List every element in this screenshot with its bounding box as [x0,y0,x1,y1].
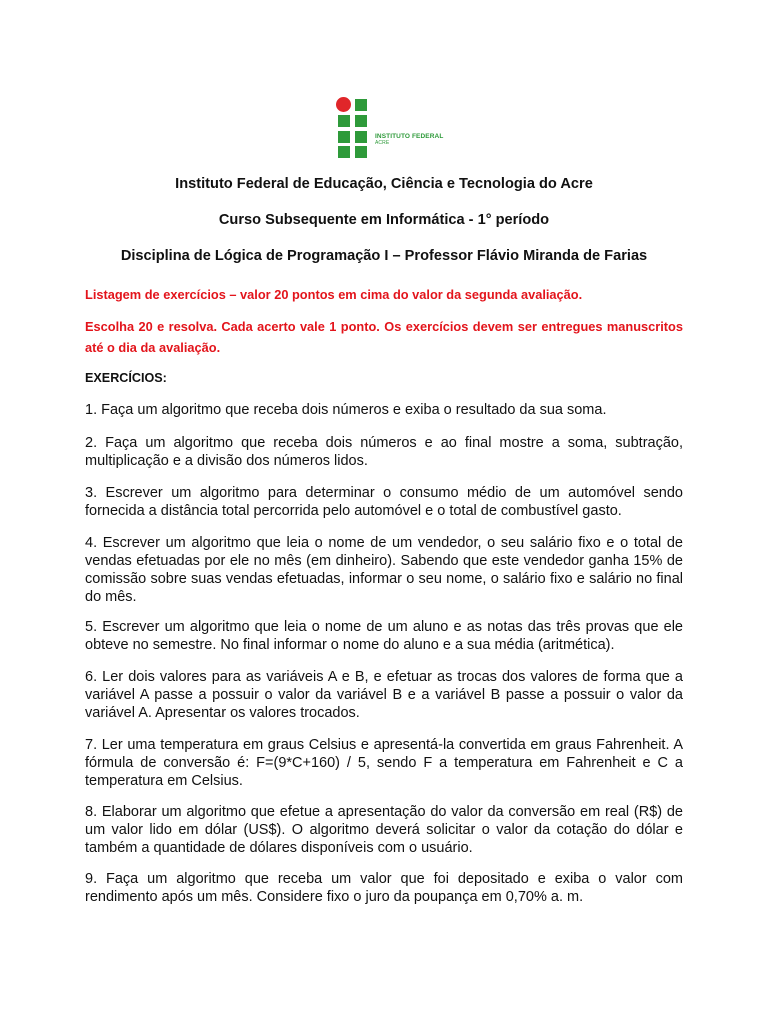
exercise-item: 4. Escrever um algoritmo que leia o nome de um vendedor, o seu salário fixo e o total de vendas efetuadas por ele no mês (em dinheiro). Sabendo que este vendedor ganha 15% de comissão sobre suas vendas efetuadas, informar o seu nome, o salário fixo e salário no final do mês. [85,535,683,605]
exercises-heading: EXERCÍCIOS: [85,371,167,385]
logo-square [355,131,367,143]
logo-square [338,131,350,143]
course-title: Curso Subsequente em Informática - 1° período [218,212,550,228]
logo-square [355,115,367,127]
logo-square [355,99,367,111]
exercise-item: 5. Escrever um algoritmo que leia o nome de um aluno e as notas das três provas que ele obteve no semestre. No final informar o nome do aluno e a sua média (aritmética). [85,619,683,653]
institution-title: Instituto Federal de Educação, Ciência e Tecnologia do Acre [175,176,593,192]
logo-wordmark [375,133,443,147]
exercise-item: 7. Ler uma temperatura em graus Celsius e apresentá-la convertida em graus Fahrenheit. A fórmula de conversão é: F=(9*C+160) / 5, sendo F a temperatura em Fahrenheit e C a temperatura em Celsius. [85,737,683,789]
logo-line-2: ACRE [375,140,390,146]
logo-square [338,146,350,158]
institute-logo [335,96,445,160]
logo-red-circle [336,97,351,112]
exercise-item: 3. Escrever um algoritmo para determinar o consumo médio de um automóvel sendo fornecida a distância total percorrida pelo automóvel e o total de combustível gasto. [85,485,683,519]
exercise-item: 9. Faça um algoritmo que receba um valor que foi depositado e exiba o valor com rendimento após um mês. Considere fixo o juro da poupança em 0,70% a. m. [85,871,683,905]
exercise-item: 1. Faça um algoritmo que receba dois números e exiba o resultado da sua soma. [85,402,607,418]
logo-square [338,115,350,127]
listing-notice: Listagem de exercícios – valor 20 pontos em cima do valor da segunda avaliação. [85,287,583,302]
exercise-item: 2. Faça um algoritmo que receba dois números e ao final mostre a soma, subtração, multiplicação e a divisão dos números lidos. [85,435,683,469]
exercise-item: 8. Elaborar um algoritmo que efetue a apresentação do valor da conversão em real (R$) de um valor lido em dólar (US$). O algoritmo deverá solicitar o valor da cotação do dólar e também a quantidade de dólares disponíveis com o usuário. [85,804,683,856]
exercise-item: 6. Ler dois valores para as variáveis A e B, e efetuar as trocas dos valores de forma que a variável A passe a possuir o valor da variável B e a variável B passe a possuir o valor da variável A. Apresentar os valores trocados. [85,669,683,721]
logo-line-1: INSTITUTO FEDERAL [375,133,444,140]
logo-square [355,146,367,158]
discipline-title: Disciplina de Lógica de Programação I – Professor Flávio Miranda de Farias [120,248,648,264]
instructions-notice: Escolha 20 e resolva. Cada acerto vale 1 ponto. Os exercícios devem ser entregues manuscritos até o dia da avaliação. [85,319,683,355]
